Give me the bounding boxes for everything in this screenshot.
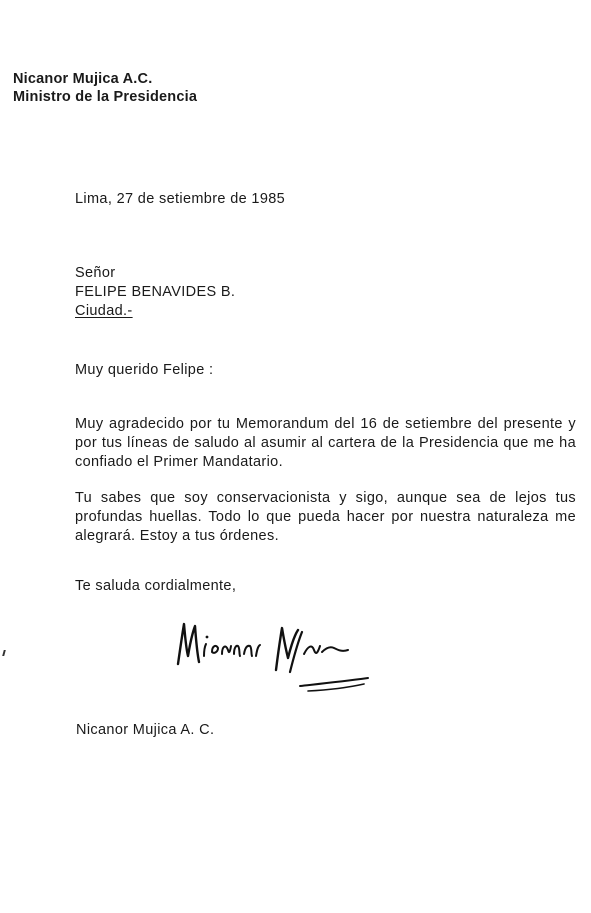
letterhead: [13, 70, 197, 106]
margin-mark: [2, 650, 6, 656]
handwritten-signature-icon: [168, 612, 383, 694]
body-paragraph-2: Tu sabes que soy conservacionista y sigo, aunque sea de lejos tus profundas huellas. Todo lo que pueda hacer por nuestra naturaleza me alegrará. Estoy a tus órdenes.: [75, 490, 576, 544]
letterhead-name: Nicanor Mujica A.C.: [13, 71, 153, 87]
salutation: Muy querido Felipe :: [75, 362, 214, 378]
recipient-block: [75, 264, 235, 321]
date-line: Lima, 27 de setiembre de 1985: [75, 191, 286, 207]
closing-line: Te saluda cordialmente,: [75, 578, 237, 594]
signer-name: Nicanor Mujica A. C.: [76, 722, 215, 738]
recipient-name: FELIPE BENAVIDES B.: [75, 284, 236, 300]
recipient-city: Ciudad.-: [75, 303, 133, 319]
body-paragraph-1: Muy agradecido por tu Memorandum del 16 de setiembre del presente y por tus líneas de saludo al asumir al cartera de la Presidencia que me ha confiado el Primer Mandatario.: [75, 416, 576, 470]
recipient-honorific: Señor: [75, 265, 116, 281]
letterhead-title: Ministro de la Presidencia: [13, 89, 198, 105]
